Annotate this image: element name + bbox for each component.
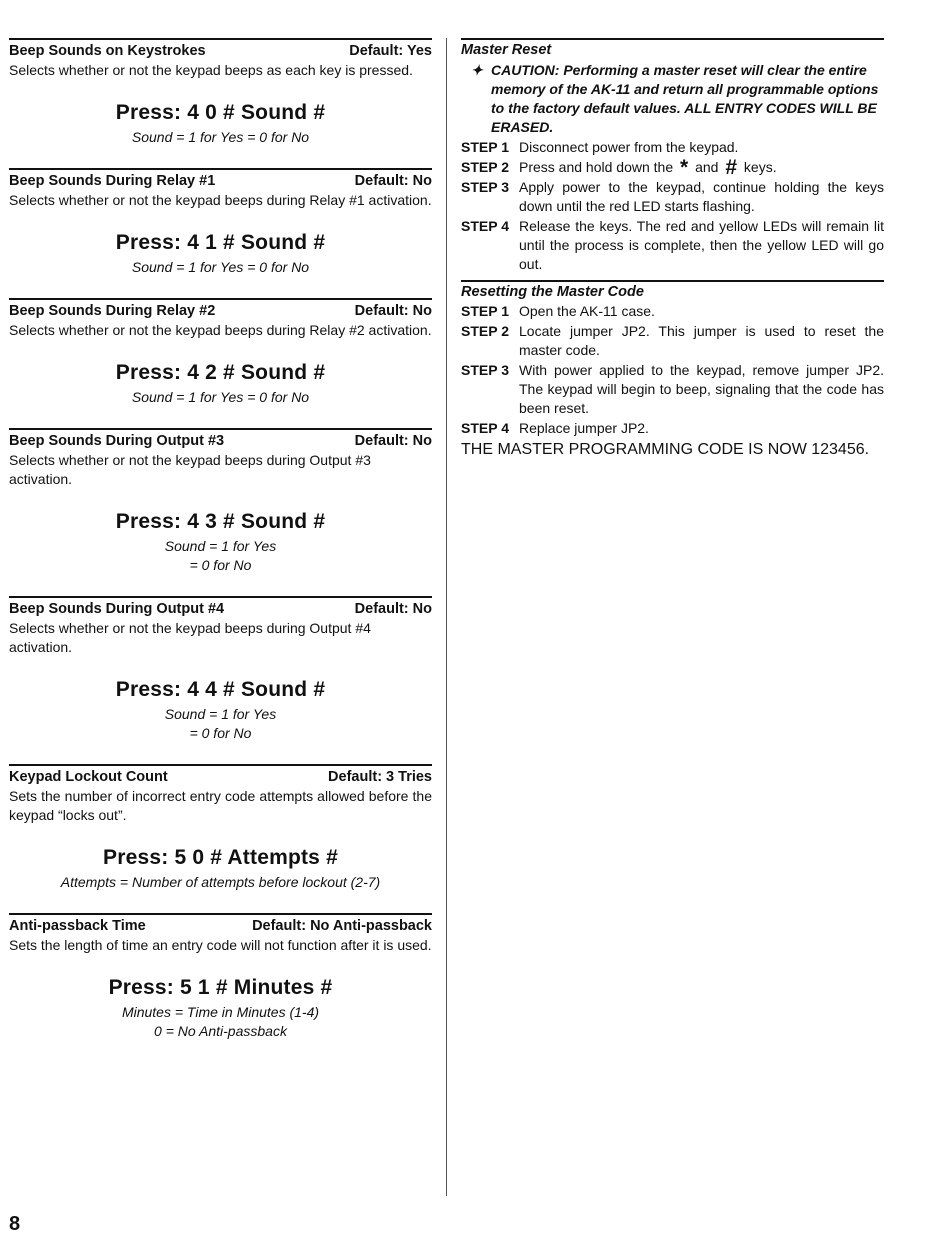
setting-note: Sound = 1 for Yes = 0 for No (131, 259, 310, 275)
step-text-part: keys. (743, 159, 777, 175)
step (461, 302, 884, 321)
master-reset-heading: Master Reset (461, 38, 884, 59)
step-label: STEP 4 (461, 420, 509, 436)
setting-beep-keystrokes (9, 38, 432, 168)
setting-title: Beep Sounds on Keystrokes (9, 43, 206, 59)
caution-block (461, 61, 884, 137)
step-text: With power applied to the keypad, remove jumper JP2. The keypad will begin to beep, signaling that the code has been reset. (519, 362, 884, 416)
page-number: 8 (9, 1213, 21, 1235)
setting-default: Default: No Anti-passback (252, 918, 432, 934)
step (461, 217, 884, 274)
step-text: Replace jumper JP2. (519, 420, 649, 436)
caution-text: CAUTION: Performing a master reset will clear the entire memory of the AK-11 and return all programmable options to the factory default values. ALL ENTRY CODES WILL BE ERASED. (491, 62, 879, 135)
setting-lockout-count (9, 764, 432, 913)
setting-note: Attempts = Number of attempts before lockout (2-7) (60, 874, 381, 890)
step (461, 138, 884, 157)
setting-default: Default: Yes (349, 43, 432, 59)
right-column (461, 38, 884, 460)
setting-description: Selects whether or not the keypad beeps during Relay #1 activation. (9, 192, 432, 208)
setting-default: Default: No (354, 173, 432, 189)
step-label: STEP 1 (461, 303, 509, 319)
step (461, 361, 884, 418)
step (461, 419, 884, 438)
setting-title: Beep Sounds During Relay #2 (9, 303, 216, 319)
setting-title: Beep Sounds During Output #3 (9, 433, 225, 449)
press-command: Press: 5 1 # Minutes # (108, 976, 333, 999)
caution-star-icon: ✦ (471, 62, 483, 78)
setting-beep-relay-2 (9, 298, 432, 428)
step-text (519, 158, 884, 177)
star-key-icon: * (680, 156, 689, 179)
setting-beep-output-4 (9, 596, 432, 764)
setting-note: Sound = 1 for Yes (164, 538, 277, 554)
step-label: STEP 3 (461, 179, 509, 195)
step-text: Release the keys. The red and yellow LEDs will remain lit until the process is complete, then the yellow LED will go out. (519, 218, 884, 272)
press-command: Press: 4 4 # Sound # (115, 678, 326, 701)
setting-description: Sets the number of incorrect entry code attempts allowed before the keypad “locks out”. (9, 788, 432, 823)
setting-note: Sound = 1 for Yes = 0 for No (131, 389, 310, 405)
setting-description: Selects whether or not the keypad beeps during Output #3 activation. (9, 452, 371, 487)
step-text-part: and (695, 159, 719, 175)
final-note: THE MASTER PROGRAMMING CODE IS NOW 123456. (461, 441, 870, 458)
step (461, 322, 884, 360)
setting-note: 0 = No Anti-passback (154, 1023, 287, 1039)
reset-code-heading: Resetting the Master Code (461, 280, 884, 301)
setting-title: Beep Sounds During Output #4 (9, 601, 225, 617)
setting-note: Minutes = Time in Minutes (1-4) (121, 1004, 320, 1020)
step-label: STEP 3 (461, 362, 509, 378)
setting-title: Keypad Lockout Count (9, 769, 168, 785)
setting-description: Selects whether or not the keypad beeps as each key is pressed. (9, 62, 413, 78)
setting-description: Selects whether or not the keypad beeps during Relay #2 activation. (9, 322, 432, 338)
press-command: Press: 4 2 # Sound # (115, 361, 326, 384)
setting-note: Sound = 1 for Yes (164, 706, 277, 722)
setting-note: Sound = 1 for Yes = 0 for No (131, 129, 310, 145)
setting-title: Beep Sounds During Relay #1 (9, 173, 216, 189)
setting-beep-relay-1 (9, 168, 432, 298)
step-text-part: Press and hold down the (519, 159, 674, 175)
setting-default: Default: No (354, 303, 432, 319)
press-command: Press: 5 0 # Attempts # (103, 846, 338, 869)
step-label: STEP 1 (461, 139, 509, 155)
setting-default: Default: No (354, 601, 432, 617)
setting-description: Sets the length of time an entry code will not function after it is used. (9, 937, 432, 953)
step-text: Open the AK-11 case. (519, 303, 655, 319)
setting-default: Default: 3 Tries (328, 769, 432, 785)
setting-note: = 0 for No (189, 725, 252, 741)
hash-key-icon: # (725, 156, 738, 179)
setting-description: Selects whether or not the keypad beeps during Output #4 activation. (9, 620, 371, 655)
left-column (9, 38, 432, 1041)
step (461, 158, 884, 177)
step-text: Locate jumper JP2. This jumper is used to reset the master code. (519, 323, 884, 358)
step-label: STEP 4 (461, 218, 509, 234)
setting-default: Default: No (354, 433, 432, 449)
press-command: Press: 4 3 # Sound # (115, 510, 326, 533)
step-text: Apply power to the keypad, continue holding the keys down until the red LED starts flashing. (519, 179, 884, 214)
step-text: Disconnect power from the keypad. (519, 139, 739, 155)
setting-title: Anti-passback Time (9, 918, 146, 934)
step (461, 178, 884, 216)
setting-anti-passback (9, 913, 432, 1041)
press-command: Press: 4 0 # Sound # (115, 101, 326, 124)
step-label: STEP 2 (461, 323, 509, 339)
setting-beep-output-3 (9, 428, 432, 596)
press-command: Press: 4 1 # Sound # (115, 231, 326, 254)
column-divider (446, 38, 447, 1196)
step-label: STEP 2 (461, 159, 509, 175)
setting-note: = 0 for No (189, 557, 252, 573)
